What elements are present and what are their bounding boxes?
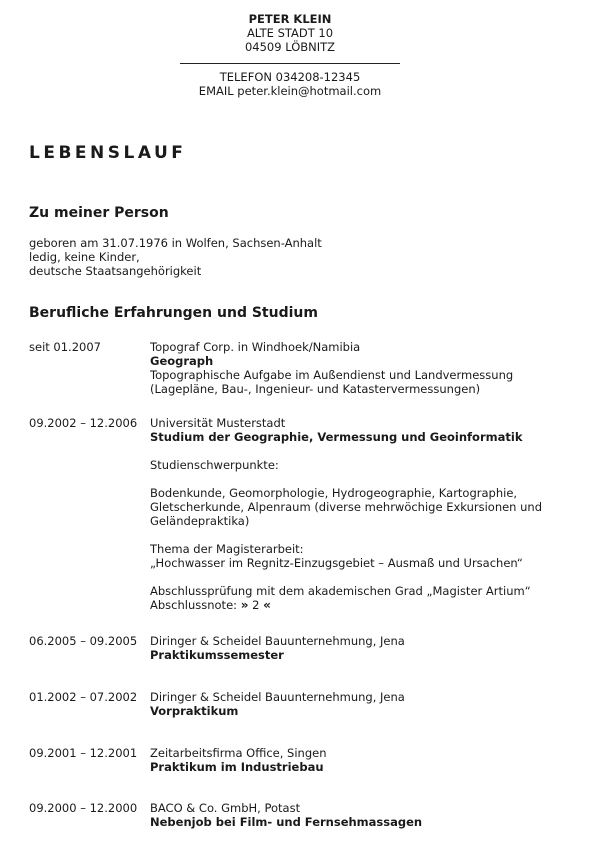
entry-description: (Lagepläne, Bau-, Ingenieur- und Katastervermessungen)	[150, 382, 481, 396]
phone-number: TELEFON 034208-12345	[219, 70, 361, 84]
entry-date: seit 01.2007	[29, 340, 101, 354]
entry-date: 06.2005 – 09.2005	[29, 634, 138, 648]
career-entry	[29, 746, 579, 801]
personal-line: ledig, keine Kinder,	[29, 250, 140, 264]
personal-line: geboren am 31.07.1976 in Wolfen, Sachsen-Anhalt	[29, 236, 322, 250]
career-entry	[29, 690, 579, 746]
focus-label: Studienschwerpunkte:	[150, 458, 279, 472]
thesis-title: „Hochwasser im Regnitz-Einzugsgebiet – Ausmaß und Ursachen“	[150, 556, 523, 570]
thesis-label: Thema der Magisterarbeit:	[150, 542, 304, 556]
entry-date: 01.2002 – 07.2002	[29, 690, 138, 704]
personal-details	[29, 236, 322, 278]
entry-organization: Topograf Corp. in Windhoek/Namibia	[150, 340, 361, 354]
entry-role: Nebenjob bei Film- und Fernsehmassagen	[150, 815, 423, 829]
career-entry	[29, 801, 579, 831]
entry-organization: Universität Musterstadt	[150, 416, 286, 430]
entry-organization: Zeitarbeitsfirma Office, Singen	[150, 746, 327, 760]
grade-close-glyph: «	[263, 598, 271, 612]
career-list	[29, 340, 579, 831]
entry-organization: BACO & Co. GmbH, Potast	[150, 801, 301, 815]
grade-label: Abschlussnote:	[150, 598, 238, 612]
focus-line: Bodenkunde, Geomorphologie, Hydrogeographie, Kartographie,	[150, 486, 518, 500]
entry-date: 09.2002 – 12.2006	[29, 416, 138, 430]
grade-line	[150, 598, 579, 612]
document-title: LEBENSLAUF	[29, 143, 187, 163]
grade-open-glyph: »	[240, 598, 249, 612]
focus-line: Geländepraktika)	[150, 514, 250, 528]
entry-role: Studium der Geographie, Vermessung und Geoinformatik	[150, 430, 523, 444]
entry-date: 09.2000 – 12.2000	[29, 801, 138, 815]
career-entry	[29, 416, 579, 634]
entry-role: Praktikum im Industriebau	[150, 760, 324, 774]
entry-role: Geograph	[150, 354, 214, 368]
entry-organization: Diringer & Scheidel Bauunternehmung, Jena	[150, 690, 405, 704]
grade-value: 2	[252, 598, 260, 612]
address-street: ALTE STADT 10	[246, 26, 334, 40]
personal-line: deutsche Staatsangehörigkeit	[29, 264, 202, 278]
section-heading-person: Zu meiner Person	[29, 205, 169, 221]
address-city: 04509 LÖBNITZ	[244, 40, 336, 54]
entry-role: Vorpraktikum	[150, 704, 239, 718]
degree-line: Abschlussprüfung mit dem akademischen Grad „Magister Artium“	[150, 584, 531, 598]
entry-date: 09.2001 – 12.2001	[29, 746, 138, 760]
section-heading-career: Berufliche Erfahrungen und Studium	[29, 305, 318, 321]
email-address: EMAIL peter.klein@hotmail.com	[198, 84, 382, 98]
entry-role: Praktikumssemester	[150, 648, 284, 662]
entry-organization: Diringer & Scheidel Bauunternehmung, Jena	[150, 634, 405, 648]
career-entry	[29, 634, 579, 690]
contact-header	[0, 12, 580, 98]
entry-description: Topographische Aufgabe im Außendienst und Landvermessung	[150, 368, 514, 382]
header-divider	[180, 63, 400, 64]
applicant-name: PETER KLEIN	[248, 12, 332, 26]
focus-line: Gletscherkunde, Alpenraum (diverse mehrwöchige Exkursionen und	[150, 500, 542, 514]
career-entry	[29, 340, 579, 416]
